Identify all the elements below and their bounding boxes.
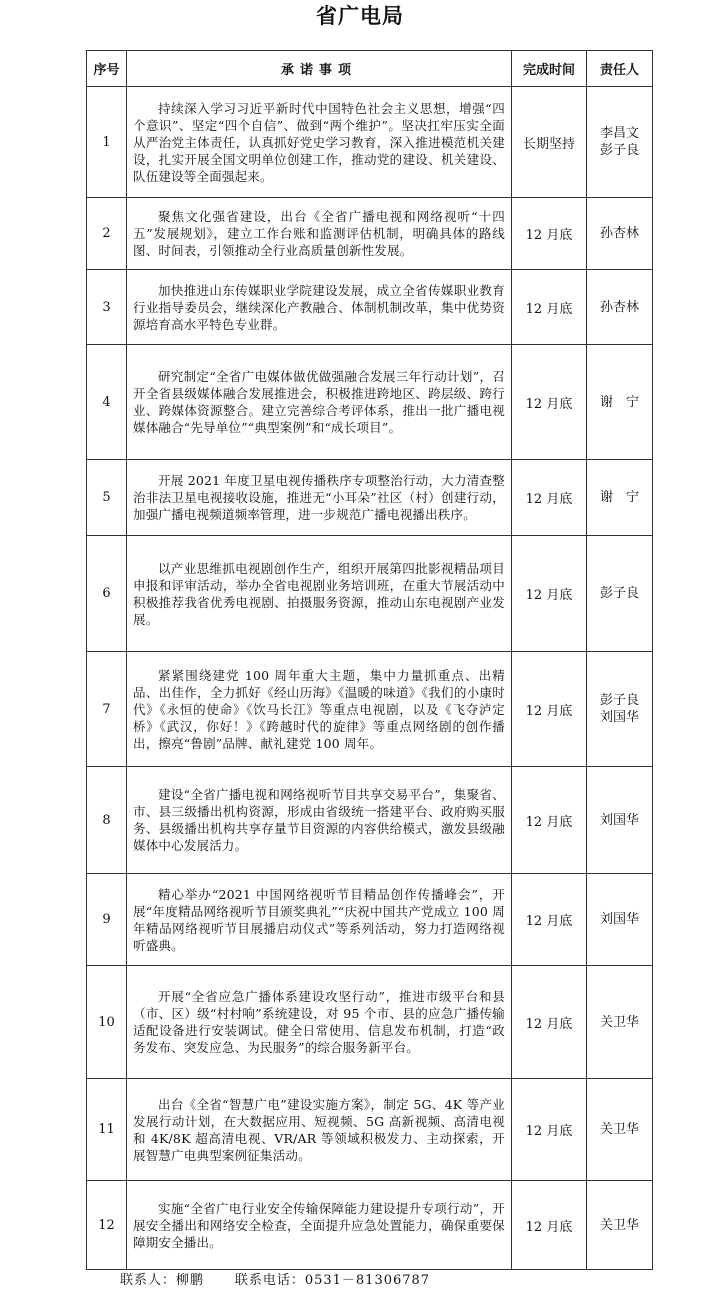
row-num: 4 <box>87 345 127 460</box>
row-item: 开展 2021 年度卫星电视传播秩序专项整治行动，大力清查整治非法卫星电视接收设施，推进无“小耳朵”社区（村）创建行动，加强广播电视频道频率管理，进一步规范广播电视播出秩序。 <box>127 460 512 536</box>
contact-person: 联系人：柳鹏 <box>120 1273 205 1288</box>
page-title: 省广电局 <box>316 4 404 28</box>
table-row <box>87 966 653 1079</box>
row-num: 2 <box>87 198 127 270</box>
row-item: 出台《全省“智慧广电”建设实施方案》，制定 5G、4K 等产业发展行动计划，在大数据应用、短视频、5G 高新视频、高清电视和 4K/8K 超高清电视、VR/AR 等领域积极发力、主动探索，开展智慧广电典型案例征集活动。 <box>127 1079 512 1181</box>
row-owner: 刘国华 <box>587 874 653 966</box>
row-num: 8 <box>87 767 127 874</box>
row-time: 12 月底 <box>512 966 587 1079</box>
row-time: 12 月底 <box>512 460 587 536</box>
contact-phone: 联系电话：0531－81306787 <box>234 1273 431 1288</box>
row-time: 12 月底 <box>512 345 587 460</box>
row-owner: 关卫华 <box>587 966 653 1079</box>
row-item: 开展“全省应急广播体系建设攻坚行动”，推进市级平台和县（市、区）级“村村响”系统建设，对 95 个市、县的应急广播传输适配设备进行安装调试。健全日常使用、信息发布机制，打造“政务发布、突发应急、为民服务”的综合服务新平台。 <box>127 966 512 1079</box>
row-owner: 李昌文 彭子良 <box>587 87 653 198</box>
row-time: 12 月底 <box>512 536 587 652</box>
row-num: 11 <box>87 1079 127 1181</box>
table-row <box>87 767 653 874</box>
header-time: 完成时间 <box>512 51 587 87</box>
row-item: 建设“全省广播电视和网络视听节目共享交易平台”，集聚省、市、县三级播出机构资源，形成由省级统一搭建平台、政府购买服务、县级播出机构共享存量节目资源的内容供给模式，激发县级融媒体中心发展活力。 <box>127 767 512 874</box>
row-num: 7 <box>87 652 127 767</box>
row-num: 10 <box>87 966 127 1079</box>
row-time: 12 月底 <box>512 1181 587 1270</box>
row-item: 研究制定“全省广电媒体做优做强融合发展三年行动计划”，召开全省县级媒体融合发展推进会，积极推进跨地区、跨层级、跨行业、跨媒体资源整合。建立完善综合考评体系，推出一批广播电视媒体融合“先导单位”“典型案例”和“成长项目”。 <box>127 345 512 460</box>
row-time: 12 月底 <box>512 874 587 966</box>
row-item: 加快推进山东传媒职业学院建设发展，成立全省传媒职业教育行业指导委员会，继续深化产教融合、体制机制改革，集中优势资源培育高水平特色专业群。 <box>127 270 512 345</box>
footer-contact <box>120 1269 430 1288</box>
row-item: 实施“全省广电行业安全传输保障能力建设提升专项行动”，开展安全播出和网络安全检查，全面提升应急处置能力，确保重要保障期安全播出。 <box>127 1181 512 1270</box>
header-item: 承诺事项 <box>127 51 512 87</box>
table-row <box>87 345 653 460</box>
table-row <box>87 270 653 345</box>
row-time: 12 月底 <box>512 767 587 874</box>
row-owner: 关卫华 <box>587 1181 653 1270</box>
row-num: 12 <box>87 1181 127 1270</box>
row-owner: 谢 宁 <box>587 345 653 460</box>
row-num: 1 <box>87 87 127 198</box>
table-row <box>87 1181 653 1270</box>
row-owner: 彭子良 刘国华 <box>587 652 653 767</box>
table-row <box>87 460 653 536</box>
table-row <box>87 198 653 270</box>
row-item: 持续深入学习习近平新时代中国特色社会主义思想，增强“四个意识”、坚定“四个自信”、做到“两个维护”。坚决扛牢压实全面从严治党主体责任，认真抓好党史学习教育，深入推进模范机关建设，扎实开展全国文明单位创建工作，推动党的建设、机关建设、队伍建设等全面强起来。 <box>127 87 512 198</box>
table-row <box>87 1079 653 1181</box>
row-item: 紧紧围绕建党 100 周年重大主题，集中力量抓重点、出精品、出佳作，全力抓好《经山历海》《温暖的味道》《我们的小康时代》《永恒的使命》《饮马长江》等重点电视剧，以及《飞夺泸定桥》《武汉，你好！》《跨越时代的旋律》等重点网络剧的创作播出，擦亮“鲁剧”品牌、献礼建党 100 周年。 <box>127 652 512 767</box>
row-time: 12 月底 <box>512 652 587 767</box>
row-owner: 孙杏林 <box>587 270 653 345</box>
row-owner: 孙杏林 <box>587 198 653 270</box>
row-owner: 刘国华 <box>587 767 653 874</box>
row-num: 6 <box>87 536 127 652</box>
table-row <box>87 536 653 652</box>
row-num: 9 <box>87 874 127 966</box>
row-time: 12 月底 <box>512 270 587 345</box>
header-owner: 责任人 <box>587 51 653 87</box>
row-owner: 谢 宁 <box>587 460 653 536</box>
row-owner: 关卫华 <box>587 1079 653 1181</box>
row-owner: 彭子良 <box>587 536 653 652</box>
row-item: 聚焦文化强省建设，出台《全省广播电视和网络视听“十四五”发展规划》，建立工作台账和监测评估机制，明确具体的路线图、时间表，引领推动全行业高质量创新性发展。 <box>127 198 512 270</box>
row-item: 精心举办“2021 中国网络视听节目精品创作传播峰会”，开展“年度精品网络视听节目颁奖典礼”“庆祝中国共产党成立 100 周年精品网络视听节目展播启动仪式”等系列活动，努力打造网络视听盛典。 <box>127 874 512 966</box>
table-row <box>87 874 653 966</box>
row-num: 3 <box>87 270 127 345</box>
row-time: 长期坚持 <box>512 87 587 198</box>
commitment-table <box>86 50 653 1270</box>
table-header-row <box>87 51 653 87</box>
header-num: 序号 <box>87 51 127 87</box>
table-row <box>87 652 653 767</box>
row-time: 12 月底 <box>512 1079 587 1181</box>
row-num: 5 <box>87 460 127 536</box>
row-item: 以产业思维抓电视剧创作生产，组织开展第四批影视精品项目申报和评审活动，举办全省电视剧业务培训班，在重大节展活动中积极推荐我省优秀电视剧、拍摄服务资源，推动山东电视剧产业发展。 <box>127 536 512 652</box>
table-row <box>87 87 653 198</box>
row-time: 12 月底 <box>512 198 587 270</box>
